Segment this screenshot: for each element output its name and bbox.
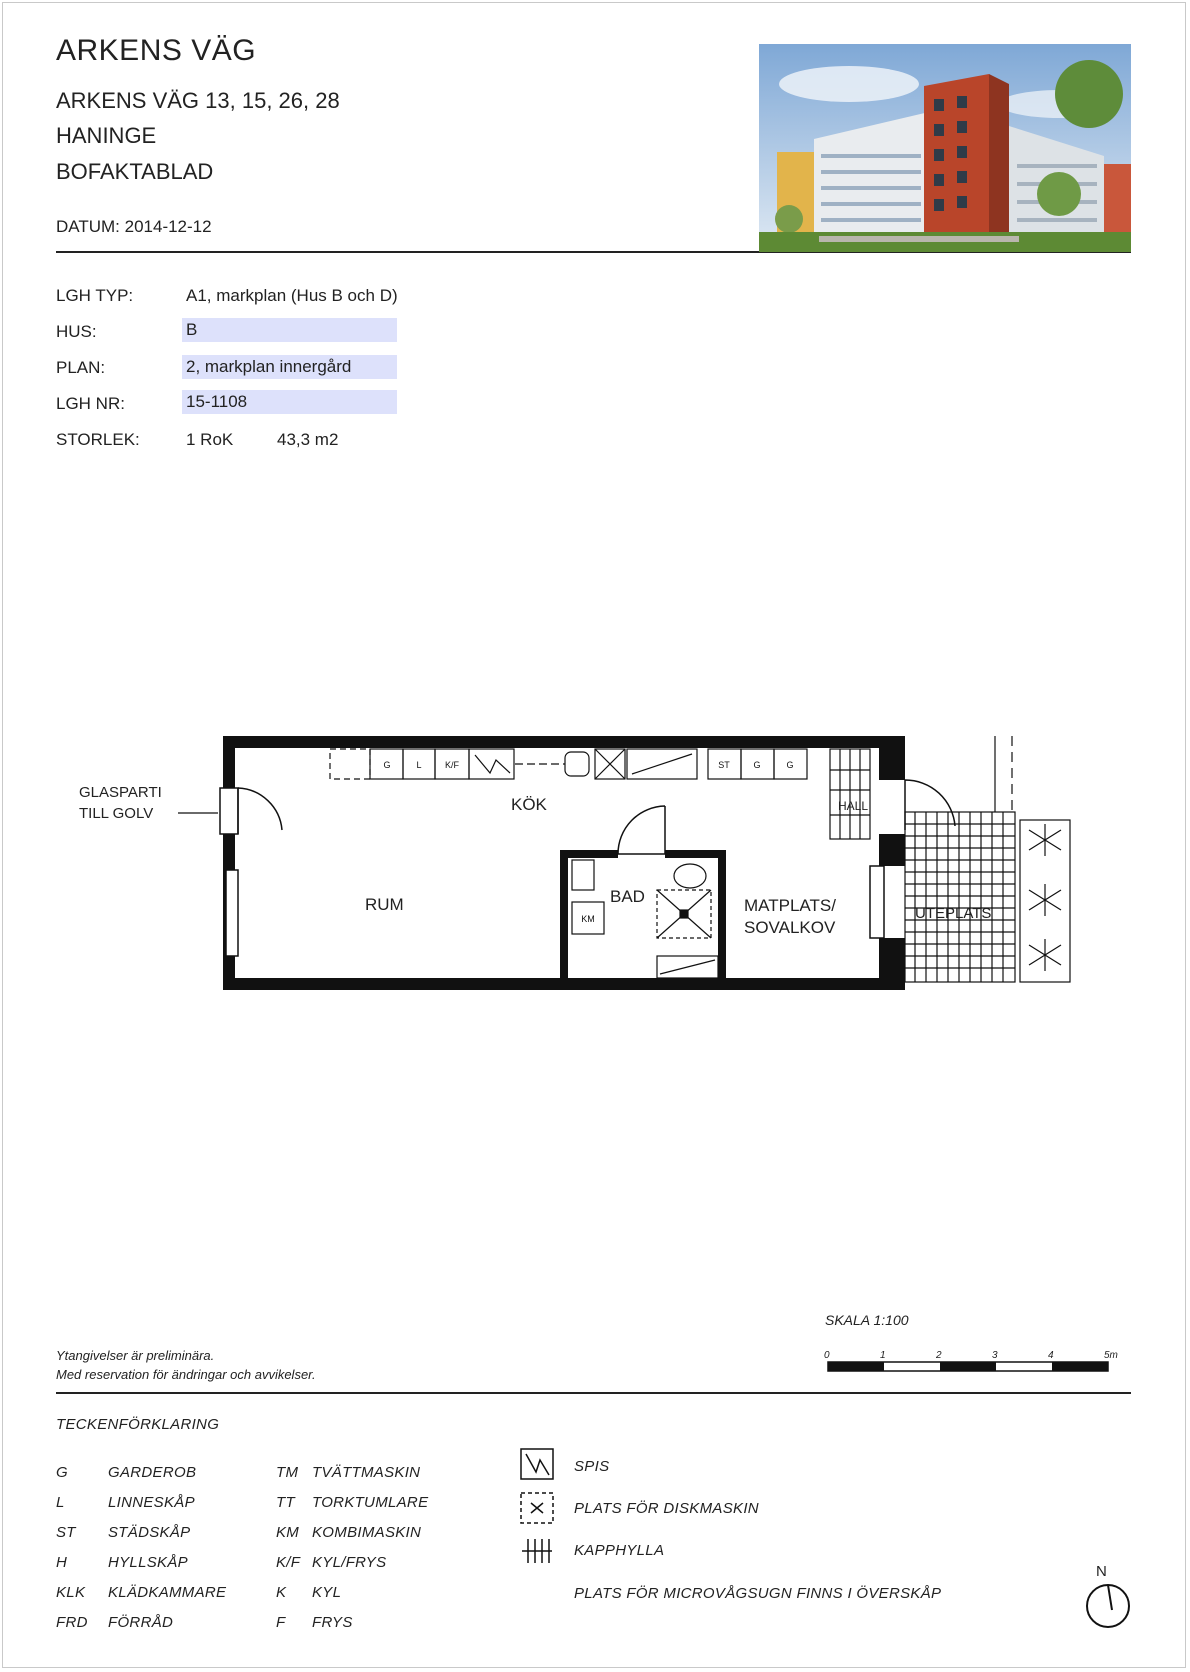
legend-text: STÄDSKÅP <box>108 1524 191 1541</box>
legend-col1-codes <box>56 1458 88 1638</box>
cabinet-label: G <box>753 760 761 770</box>
cabinet-label: L <box>416 760 422 770</box>
info-label-floor: PLAN: <box>56 358 106 377</box>
legend-microwave-note: PLATS FÖR MICROVÅGSUGN FINNS I ÖVERSKÅP <box>574 1585 942 1602</box>
legend-code: FRD <box>56 1614 88 1631</box>
coat-rack-icon <box>520 1538 554 1569</box>
room-label-alcove: SOVALKOV <box>744 918 836 937</box>
info-value-apartment-number: 15-1108 <box>182 390 397 414</box>
note-preliminary: Ytangivelser är preliminära. <box>56 1348 215 1363</box>
floor-plan <box>60 730 1080 1000</box>
legend-code: L <box>56 1494 65 1511</box>
address: ARKENS VÄG 13, 15, 26, 28 <box>56 88 340 113</box>
info-value-floor: 2, markplan innergård <box>182 355 397 379</box>
info-label-house: HUS: <box>56 322 97 341</box>
legend-code: KM <box>276 1524 300 1541</box>
note-reservation: Med reservation för ändringar och avvikelser. <box>56 1367 316 1382</box>
callout-line-1: GLASPARTI <box>79 784 162 801</box>
legend-col2-codes <box>276 1458 300 1638</box>
municipality: HANINGE <box>56 123 157 148</box>
cabinet-label: ST <box>718 760 730 770</box>
legend-text: KYL/FRYS <box>312 1554 387 1571</box>
legend-text: LINNESKÅP <box>108 1494 195 1511</box>
legend-text: FRYS <box>312 1614 353 1631</box>
scale-tick: 0 <box>824 1350 830 1361</box>
km-label: KM <box>581 914 595 924</box>
page-title: ARKENS VÄG <box>56 34 257 67</box>
info-label-size: STORLEK: <box>56 430 140 449</box>
scale-tick: 2 <box>936 1350 942 1361</box>
legend-code: K <box>276 1584 287 1601</box>
dishwasher-icon <box>520 1492 554 1529</box>
room-label-hall: HALL <box>838 799 869 813</box>
info-value-rooms: 1 RoK <box>186 430 234 449</box>
footer-divider <box>56 1392 1131 1394</box>
scale-bar <box>822 1348 1122 1378</box>
legend-symbol-text: PLATS FÖR DISKMASKIN <box>574 1500 759 1517</box>
info-value-house: B <box>182 318 397 342</box>
legend-text: HYLLSKÅP <box>108 1554 188 1571</box>
legend-text: KYL <box>312 1584 342 1601</box>
compass-icon <box>1084 1582 1132 1635</box>
legend-text: TVÄTTMASKIN <box>312 1464 421 1481</box>
legend-code: H <box>56 1554 68 1571</box>
scale-tick: 3 <box>992 1350 998 1361</box>
date-label: DATUM: 2014-12-12 <box>56 217 212 236</box>
room-label-room: RUM <box>365 895 404 914</box>
info-label-type: LGH TYP: <box>56 286 134 305</box>
legend-text: KOMBIMASKIN <box>312 1524 422 1541</box>
legend-code: ST <box>56 1524 76 1541</box>
scale-tick: 1 <box>880 1350 886 1361</box>
info-value-type: A1, markplan (Hus B och D) <box>186 286 398 305</box>
callout-line-2: TILL GOLV <box>79 805 154 822</box>
room-label-bath: BAD <box>610 887 645 906</box>
building-photo <box>759 44 1131 252</box>
legend-symbol-text: KAPPHYLLA <box>574 1542 665 1559</box>
cabinet-label: G <box>383 760 391 770</box>
legend-code: TT <box>276 1494 295 1511</box>
cabinet-label: G <box>786 760 794 770</box>
legend-title: TECKENFÖRKLARING <box>56 1416 220 1433</box>
legend-text: TORKTUMLARE <box>312 1494 429 1511</box>
legend-code: K/F <box>276 1554 301 1571</box>
legend-code: TM <box>276 1464 299 1481</box>
compass-label: N <box>1096 1563 1107 1580</box>
document-type: BOFAKTABLAD <box>56 159 214 184</box>
stove-icon <box>520 1448 554 1485</box>
cabinet-label: K/F <box>444 760 460 770</box>
legend-code: F <box>276 1614 286 1631</box>
legend-code: KLK <box>56 1584 86 1601</box>
legend-text: GARDEROB <box>108 1464 197 1481</box>
scale-tick: 5m <box>1104 1350 1118 1361</box>
legend-code: G <box>56 1464 68 1481</box>
scale-tick: 4 <box>1048 1350 1054 1361</box>
room-label-terrace: UTEPLATS <box>915 905 992 922</box>
legend-symbol-text: SPIS <box>574 1458 610 1475</box>
info-value-area: 43,3 m2 <box>277 430 339 449</box>
legend-text: FÖRRÅD <box>108 1614 174 1631</box>
info-label-apartment-number: LGH NR: <box>56 394 125 413</box>
legend-text: KLÄDKAMMARE <box>108 1584 227 1601</box>
legend-col1-texts <box>108 1458 226 1638</box>
room-label-kitchen: KÖK <box>511 795 547 814</box>
legend-col2-texts <box>312 1458 428 1638</box>
room-label-dining: MATPLATS/ <box>744 896 836 915</box>
scale-title: SKALA 1:100 <box>825 1312 909 1328</box>
